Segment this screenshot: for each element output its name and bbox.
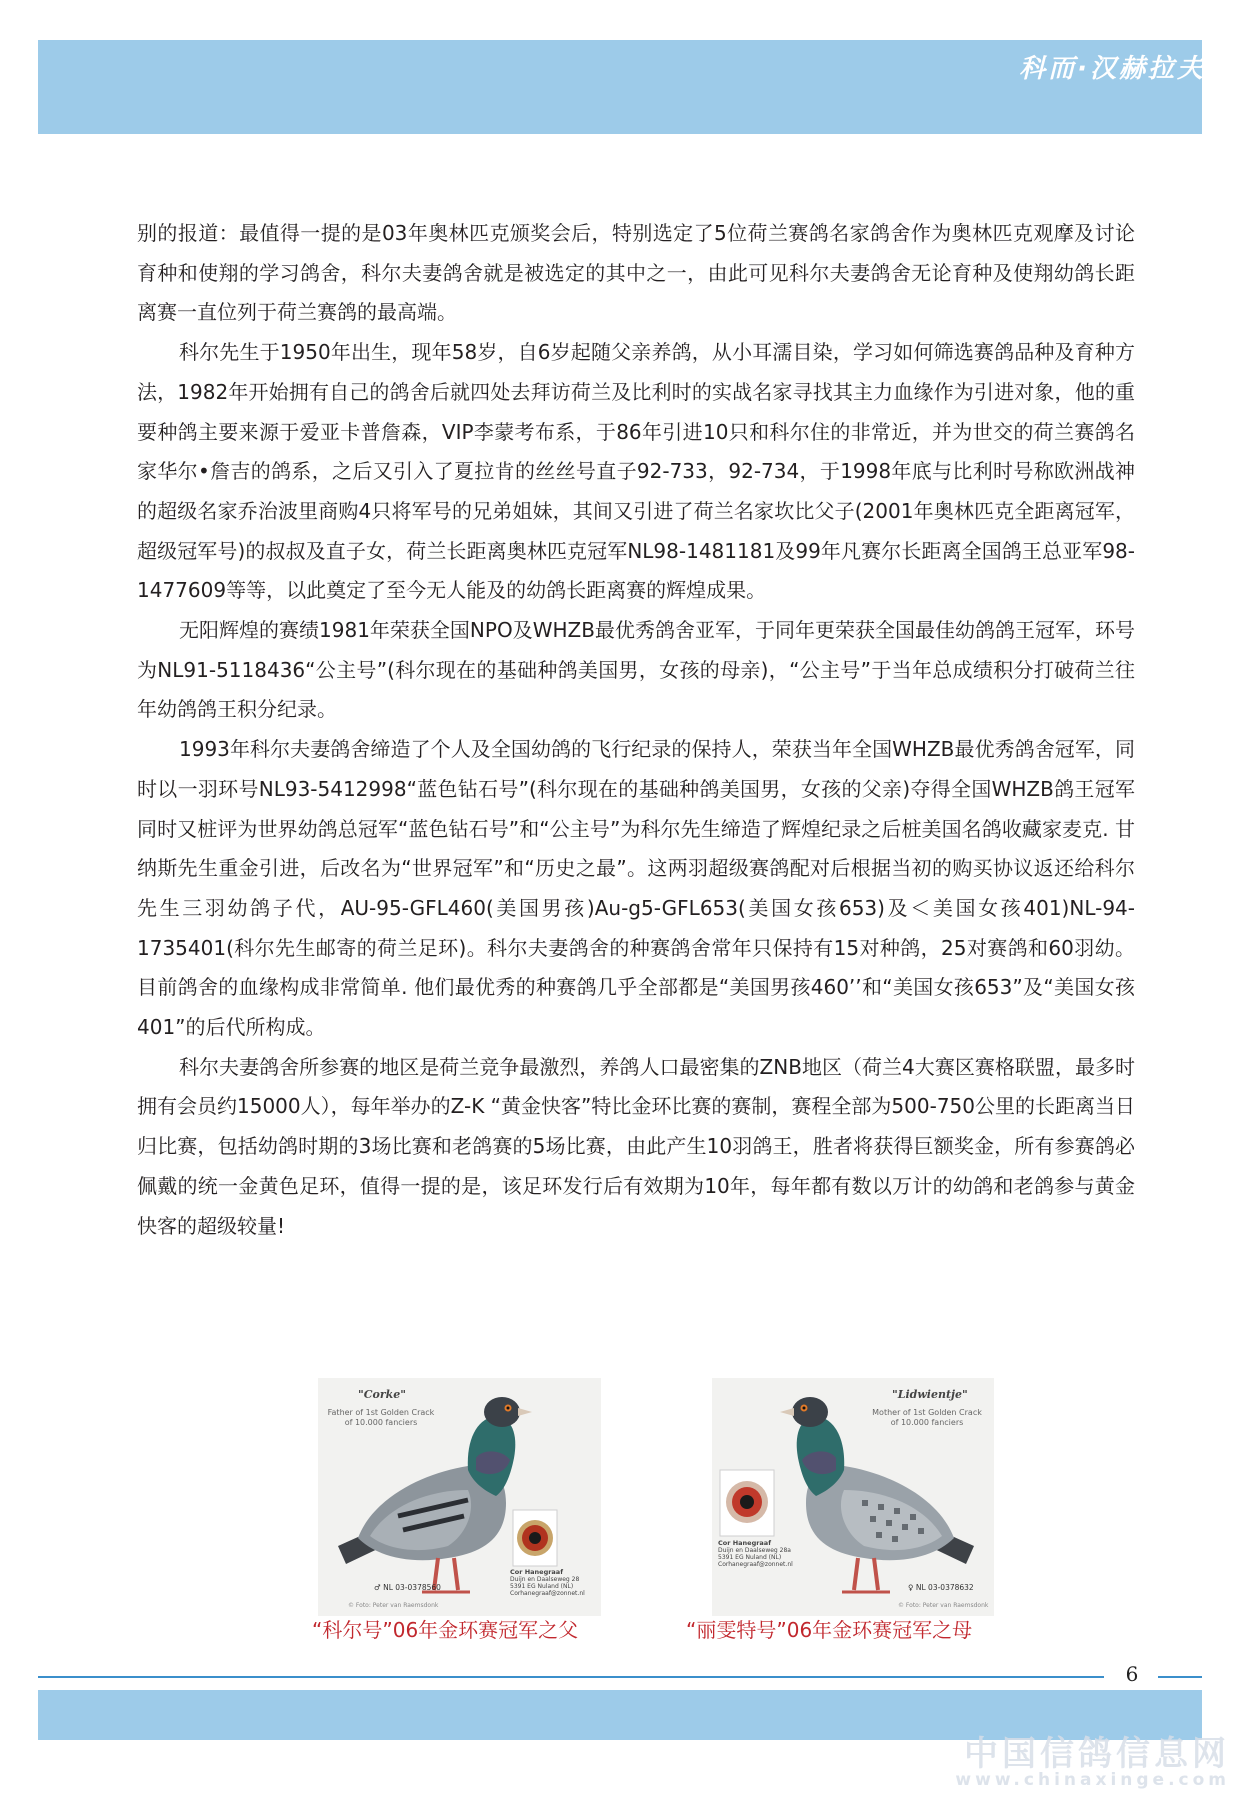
photo-credit: © Foto: Peter van Raemsdonk [348, 1602, 439, 1609]
pigeon-description: Mother of 1st Golden Crack of 10.000 fanciers [872, 1408, 982, 1427]
ring-number: ♀ NL 03-0378632 [908, 1583, 974, 1592]
pigeon-description: Father of 1st Golden Crack of 10.000 fanciers [327, 1408, 435, 1427]
paragraph: 1993年科尔夫妻鸽舍缔造了个人及全国幼鸽的飞行纪录的保持人，荣获当年全国WHZB最优秀鸽舍冠军，同时以一羽环号NL93-5412998“蓝色钻石号”(科尔现在的基础种鸽美国男，女孩的父亲)夺得全国WHZB鸽王冠军同时又桩评为世界幼鸽总冠军“蓝色钻石号”和“公主号”为科尔先生缔造了辉煌纪录之后桩美国名鸽收藏家麦克. 甘纳斯先生重金引进，后改名为“世界冠军”和“历史之最”。这两羽超级赛鸽配对后根据当初的购买协议返还给科尔先生三羽幼鸽子代，AU-95-GFL460(美国男孩)Au-g5-GFL653(美国女孩653)及＜美国女孩401)NL-94-1735401(科尔先生邮寄的荷兰足环)。科尔夫妻鸽舍的种赛鸽舍常年只保持有15对种鸽，25对赛鸽和60羽幼。目前鸽舍的血缘构成非常简单. 他们最优秀的种赛鸽几乎全部都是“美国男孩460’’和“美国女孩653”及“美国女孩401”的后代所构成。 [137, 737, 1135, 1040]
paragraph: 无阳辉煌的赛绩1981年荣获全国NPO及WHZB最优秀鸽舍亚军，于同年更荣获全国最佳幼鸽鸽王冠军，环号为NL91-5118436“公主号”(科尔现在的基础种鸽美国男，女孩的母亲)，“公主号”于当年总成绩积分打破荷兰往年幼鸽鸽王积分纪录。 [137, 618, 1135, 722]
pigeon-photo-corke [318, 1378, 601, 1616]
article-body [137, 214, 1135, 1246]
watermark-text: 中国信鸽信息网 [964, 1734, 1230, 1774]
paragraph: 科尔夫妻鸽舍所参赛的地区是荷兰竞争最激烈，养鸽人口最密集的ZNB地区（荷兰4大赛区赛格联盟，最多时拥有会员约15000人），每年举办的Z-K “黄金快客”特比金环比赛的赛制，赛程全部为500-750公里的长距离当日归比赛，包括幼鸽时期的3场比赛和老鸽赛的5场比赛，由此产生10羽鸽王，胜者将获得巨额奖金，所有参赛鸽必佩戴的统一金黄色足环，值得一提的是，该足环发行后有效期为10年，每年都有数以万计的幼鸽和老鸽参与黄金快客的超级较量! [137, 1054, 1135, 1238]
owner-info: Cor Hanegraaf Duijn en Daalseweg 28 5391 EG Nuland (NL) Corhanegraaf@zonnet.nl [510, 1568, 585, 1597]
pigeon-name: "Lidwientje" [892, 1388, 968, 1401]
page-number: 6 [1125, 1662, 1139, 1686]
ring-number: ♂ NL 03-0378560 [374, 1583, 441, 1592]
owner-info: Cor Hanegraaf Duijn en Daalseweg 28a 5391 EG Nuland (NL) Corhanegraaf@zonnet.nl [718, 1539, 793, 1568]
pigeon-name: "Corke" [358, 1388, 406, 1401]
paragraph: 科尔先生于1950年出生，现年58岁，自6岁起随父亲养鸽，从小耳濡目染，学习如何筛选赛鸽品种及育种方法，1982年开始拥有自己的鸽舍后就四处去拜访荷兰及比利时的实战名家寻找其主力血缘作为引进对象，他的重要种鸽主要来源于爱亚卡普詹森，VIP李蒙考布系，于86年引进10只和科尔住的非常近，并为世交的荷兰赛鸽名家华尔•詹吉的鸽系，之后又引入了夏拉肯的丝丝号直子92-733，92-734，于1998年底与比利时号称欧洲战神的超级名家乔治波里商购4只将军号的兄弟姐妹，其间又引进了荷兰名家坎比父子(2001年奥林匹克全距离冠军，超级冠军号)的叔叔及直子女，荷兰长距离奥林匹克冠军NL98-1481181及99年凡赛尔长距离全国鸽王总亚军98-1477609等等，以此奠定了至今无人能及的幼鸽长距离赛的辉煌成果。 [137, 340, 1135, 603]
footer-rule [38, 1676, 1104, 1678]
pigeon-photo-lidwientje [712, 1378, 994, 1616]
footer-rule [1158, 1676, 1202, 1678]
paragraph: 别的报道：最值得一提的是03年奥林匹克颁奖会后，特别选定了5位荷兰赛鸽名家鸽舍作为奥林匹克观摩及讨论育种和使翔的学习鸽舍，科尔夫妻鸽舍就是被选定的其中之一，由此可见科尔夫妻鸽舍无论育种及使翔幼鸽长距离赛一直位列于荷兰赛鸽的最高端。 [137, 221, 1135, 325]
figure-caption: “科尔号”06年金环赛冠军之父 [312, 1618, 579, 1642]
header-title: 科而·汉赫拉夫 [1019, 54, 1206, 84]
watermark-url: www.chinaxinge.com [955, 1770, 1230, 1790]
photo-credit: © Foto: Peter van Raemsdonk [898, 1602, 989, 1609]
figure-caption: “丽雯特号”06年金环赛冠军之母 [686, 1618, 973, 1642]
